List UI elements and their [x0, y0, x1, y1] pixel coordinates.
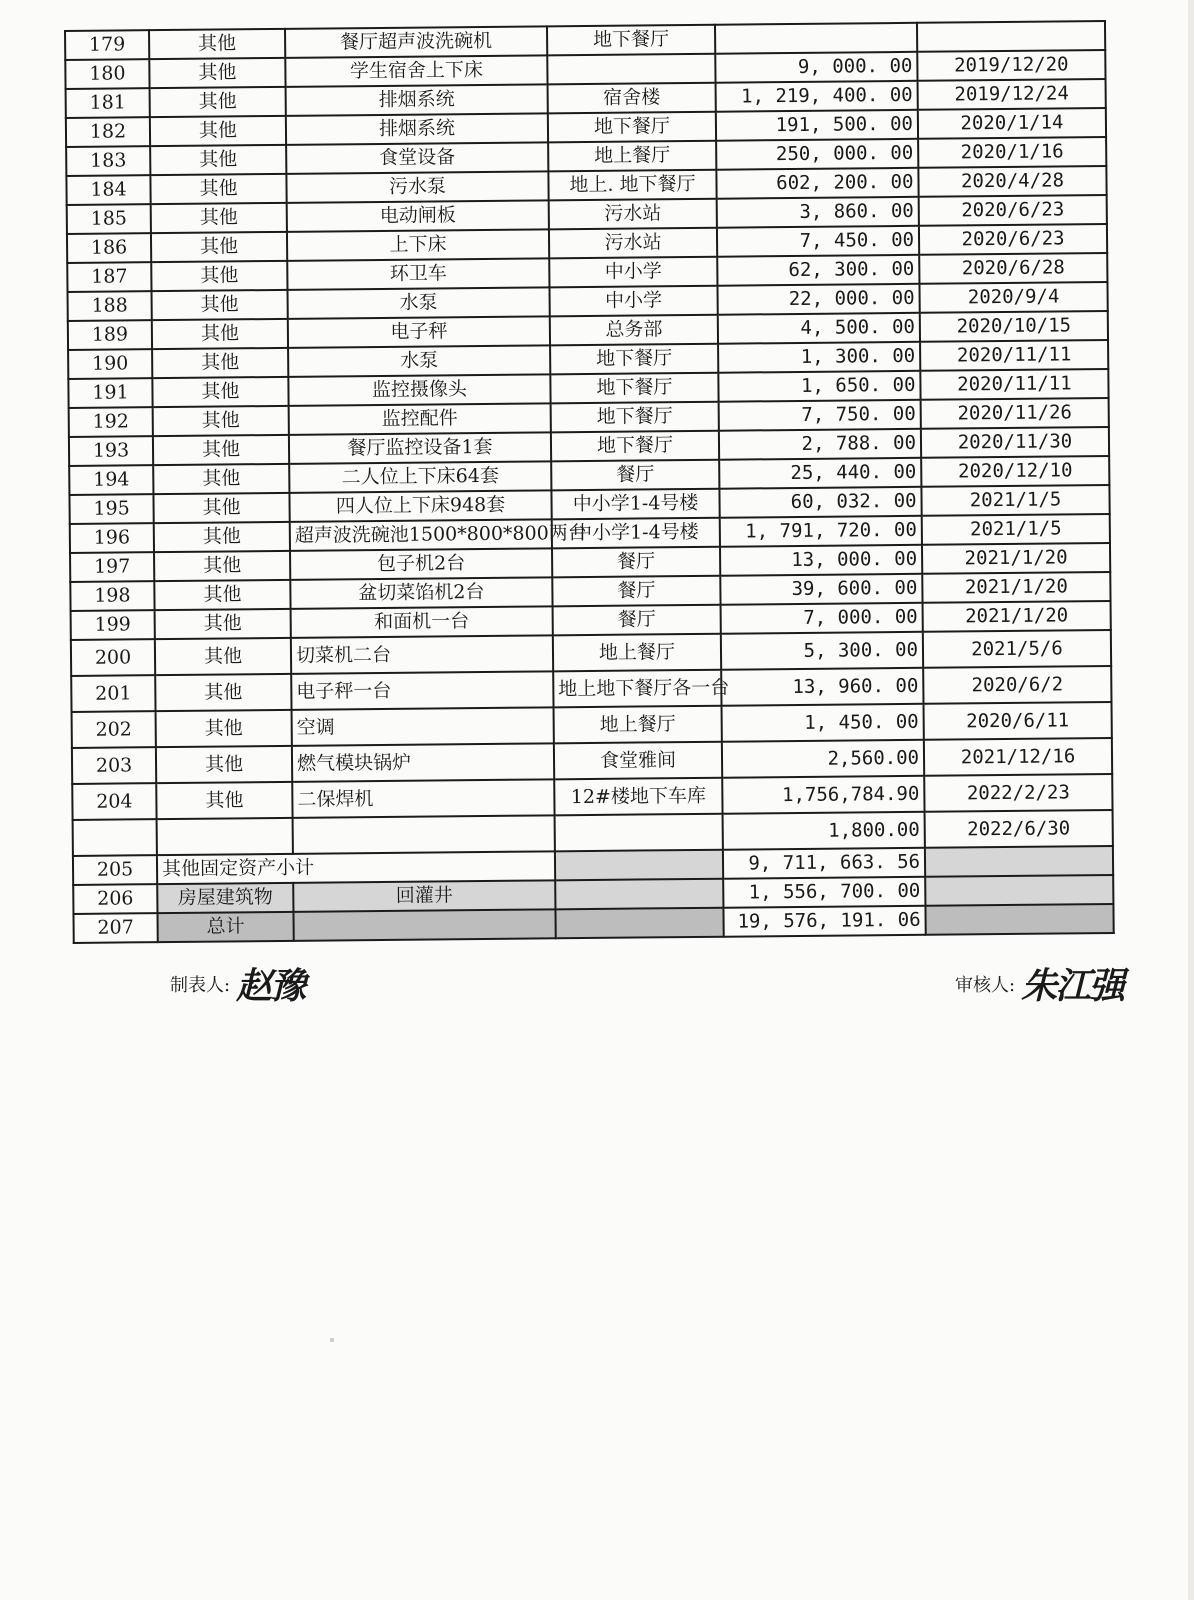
row-number: 186 — [67, 233, 151, 263]
building-location — [555, 879, 723, 910]
row-number: 179 — [65, 30, 149, 60]
row-location: 总务部 — [550, 315, 718, 346]
total-blank-2 — [555, 908, 723, 939]
row-date: 2021/5/6 — [923, 630, 1111, 668]
row-asset-name: 包子机2台 — [290, 548, 552, 580]
row-category: 其他 — [153, 493, 289, 523]
row-category: 其他 — [153, 435, 289, 465]
row-number: 184 — [66, 175, 150, 205]
row-location: 地上餐厅 — [548, 141, 716, 172]
preparer-signature — [170, 958, 304, 1009]
row-location: 餐厅 — [552, 576, 720, 607]
asset-ledger-sheet — [64, 20, 1113, 944]
row-asset-name: 二人位上下床64套 — [289, 461, 551, 493]
row-date: 2020/10/15 — [920, 311, 1108, 342]
row-asset-name: 二保焊机 — [292, 779, 554, 818]
row-number: 195 — [69, 494, 153, 524]
row-asset-name: 上下床 — [287, 229, 549, 261]
row-amount: 13, 960. 00 — [721, 668, 923, 706]
row-date: 2019/12/20 — [917, 50, 1105, 81]
row-date: 2020/6/23 — [919, 224, 1107, 255]
row-number: 181 — [66, 88, 150, 118]
row-location: 污水站 — [549, 228, 717, 259]
row-date: 2020/11/11 — [920, 340, 1108, 371]
row-number: 200 — [71, 639, 155, 676]
row-date: 2022/6/30 — [925, 810, 1113, 848]
row-category: 其他 — [156, 746, 292, 783]
row-location: 餐厅 — [551, 460, 719, 491]
row-amount: 2, 788. 00 — [719, 429, 921, 460]
row-amount: 9, 000. 00 — [715, 52, 917, 83]
row-date: 2020/6/2 — [923, 666, 1111, 704]
row-asset-name: 四人位上下床948套 — [289, 490, 551, 522]
building-number: 206 — [73, 884, 157, 914]
row-amount: 1,800.00 — [723, 812, 925, 850]
row-location: 地下餐厅 — [551, 431, 719, 462]
row-category: 其他 — [154, 580, 290, 610]
preparer-label: 制表人: — [170, 974, 231, 996]
row-date: 2020/1/16 — [918, 137, 1106, 168]
row-category: 其他 — [153, 406, 289, 436]
row-category: 其他 — [152, 319, 288, 349]
row-category: 其他 — [151, 261, 287, 291]
row-date: 2020/6/11 — [924, 702, 1112, 740]
row-number: 182 — [66, 117, 150, 147]
row-no — [73, 819, 157, 856]
row-location: 宿舍楼 — [548, 83, 716, 114]
row-date: 2022/2/23 — [924, 774, 1112, 812]
row-amount: 1, 791, 720. 00 — [720, 516, 922, 547]
row-amount: 1, 450. 00 — [722, 704, 924, 742]
row-date: 2020/11/30 — [921, 427, 1109, 458]
row-asset-name: 电动闸板 — [287, 200, 549, 232]
row-asset-name: 水泵 — [288, 345, 550, 377]
row-asset-name: 超声波洗碗池1500*800*800两台 — [290, 519, 552, 551]
row-number: 190 — [68, 349, 152, 379]
row-amount: 2,560.00 — [722, 740, 924, 778]
building-category: 房屋建筑物 — [157, 883, 293, 913]
row-number: 180 — [65, 59, 149, 89]
row-date — [917, 21, 1105, 52]
total-number: 207 — [73, 913, 157, 943]
building-amount: 1, 556, 700. 00 — [723, 877, 925, 908]
row-location: 污水站 — [549, 199, 717, 230]
row-amount: 7, 750. 00 — [719, 400, 921, 431]
row-asset-name: 环卫车 — [287, 258, 549, 290]
row-category: 其他 — [149, 29, 285, 59]
row-amount: 22, 000. 00 — [717, 284, 919, 315]
row-date: 2020/6/28 — [919, 253, 1107, 284]
row-asset-name: 切菜机二台 — [291, 635, 553, 674]
row-amount: 602, 200. 00 — [716, 168, 918, 199]
row-category: 其他 — [152, 290, 288, 320]
row-asset-name: 排烟系统 — [286, 113, 548, 145]
row-asset-name: 空调 — [292, 707, 554, 746]
row-category: 其他 — [149, 58, 285, 88]
row-location: 地下餐厅 — [550, 344, 718, 375]
row-amount: 1, 650. 00 — [718, 371, 920, 402]
row-location — [547, 54, 715, 85]
row-number: 196 — [70, 523, 154, 553]
row-date: 2020/11/11 — [920, 369, 1108, 400]
row-asset-name: 食堂设备 — [286, 142, 548, 174]
row-asset-name: 和面机一台 — [291, 606, 553, 638]
row-amount: 3, 860. 00 — [717, 197, 919, 228]
row-number: 191 — [68, 378, 152, 408]
row-category: 其他 — [150, 87, 286, 117]
row-date: 2021/1/20 — [923, 601, 1111, 632]
row-number: 199 — [71, 610, 155, 640]
row-location: 地下餐厅 — [547, 25, 715, 56]
row-amount: 13, 000. 00 — [720, 545, 922, 576]
row-number: 201 — [71, 675, 155, 712]
row-asset-name: 电子秤一台 — [291, 671, 553, 710]
row-category: 其他 — [152, 348, 288, 378]
row-amount: 7, 000. 00 — [721, 603, 923, 634]
total-label: 总计 — [157, 912, 293, 942]
row-location: 地上餐厅 — [554, 706, 722, 744]
row-date: 2021/1/5 — [922, 514, 1110, 545]
row-amount: 25, 440. 00 — [719, 458, 921, 489]
row-asset-name: 污水泵 — [286, 171, 548, 203]
row-location: 地上. 地下餐厅 — [548, 170, 716, 201]
row-date: 2021/12/16 — [924, 738, 1112, 776]
row-asset-name: 监控配件 — [289, 403, 551, 435]
row-number: 202 — [72, 711, 156, 748]
row-amount: 39, 600. 00 — [720, 574, 922, 605]
row-amount: 62, 300. 00 — [717, 255, 919, 286]
row-date: 2020/4/28 — [918, 166, 1106, 197]
row-amount: 4, 500. 00 — [718, 313, 920, 344]
row-category: 其他 — [155, 638, 291, 675]
row-asset-name: 水泵 — [288, 287, 550, 319]
subtotal-date-blank — [925, 846, 1113, 877]
row-number: 198 — [70, 581, 154, 611]
row-location: 中小学1-4号楼 — [552, 518, 720, 549]
row-number: 183 — [66, 146, 150, 176]
row-number: 193 — [69, 436, 153, 466]
row-number: 187 — [67, 262, 151, 292]
row-number: 203 — [72, 747, 156, 784]
row-asset-name: 排烟系统 — [286, 84, 548, 116]
row-number: 189 — [68, 320, 152, 350]
row-number: 185 — [67, 204, 151, 234]
row-asset-name: 燃气模块锅炉 — [292, 743, 554, 782]
row-location: 中小学1-4号楼 — [551, 489, 719, 520]
building-date — [925, 875, 1113, 906]
reviewer-name: 朱江强 — [1021, 965, 1124, 1007]
row-location: 餐厅 — [552, 547, 720, 578]
row-date: 2020/11/26 — [921, 398, 1109, 429]
preparer-name: 赵豫 — [236, 965, 305, 1007]
row-amount: 5, 300. 00 — [721, 632, 923, 670]
row-asset-name: 盆切菜馅机2台 — [290, 577, 552, 609]
subtotal-blank — [555, 850, 723, 881]
row-number: 204 — [72, 783, 156, 820]
row-asset-name: 电子秤 — [288, 316, 550, 348]
asset-ledger-table — [64, 20, 1115, 944]
row-category: 其他 — [155, 674, 291, 711]
row-location: 地下餐厅 — [548, 112, 716, 143]
row-asset-name: 监控摄像头 — [288, 374, 550, 406]
row-location: 12#楼地下车库 — [554, 778, 722, 816]
row-category: 其他 — [151, 232, 287, 262]
row-location: 地上餐厅 — [553, 634, 721, 672]
total-blank-3 — [925, 904, 1113, 935]
scan-edge-shadow — [1188, 0, 1194, 1600]
row-asset-name: 餐厅超声波洗碗机 — [285, 26, 547, 58]
row-number: 197 — [70, 552, 154, 582]
row-location: 地下餐厅 — [551, 402, 719, 433]
row-date: 2020/9/4 — [919, 282, 1107, 313]
row-asset-name: 学生宿舍上下床 — [285, 55, 547, 87]
row-location: 中小学 — [549, 286, 717, 317]
row-date: 2021/1/20 — [922, 572, 1110, 603]
row-category: 其他 — [156, 710, 292, 747]
subtotal-amount: 9, 711, 663. 56 — [723, 848, 925, 879]
reviewer-signature — [955, 958, 1123, 1009]
row-location: 中小学 — [549, 257, 717, 288]
row-category: 其他 — [150, 145, 286, 175]
building-asset-name: 回灌井 — [293, 880, 555, 912]
row-location: 食堂雅间 — [554, 742, 722, 780]
row-amount: 191, 500. 00 — [716, 110, 918, 141]
row-location: 餐厅 — [553, 605, 721, 636]
total-blank-1 — [293, 909, 555, 941]
row-amount: 7, 450. 00 — [717, 226, 919, 257]
scan-speck — [330, 1338, 334, 1342]
row-number: 194 — [69, 465, 153, 495]
row-amount: 1, 219, 400. 00 — [716, 81, 918, 112]
row-name — [293, 815, 555, 854]
row-date: 2020/1/14 — [918, 108, 1106, 139]
row-category: 其他 — [150, 116, 286, 146]
row-cat — [157, 818, 293, 855]
row-date: 2020/6/23 — [919, 195, 1107, 226]
row-category: 其他 — [150, 174, 286, 204]
row-category: 其他 — [155, 609, 291, 639]
row-category: 其他 — [156, 782, 292, 819]
row-category: 其他 — [153, 464, 289, 494]
row-loc — [555, 814, 723, 852]
row-location: 地上地下餐厅各一台 — [553, 670, 721, 708]
row-amount: 60, 032. 00 — [719, 487, 921, 518]
row-date: 2019/12/24 — [918, 79, 1106, 110]
row-category: 其他 — [152, 377, 288, 407]
row-amount: 250, 000. 00 — [716, 139, 918, 170]
subtotal-number: 205 — [73, 855, 157, 885]
row-location: 地下餐厅 — [550, 373, 718, 404]
row-amount: 1,756,784.90 — [722, 776, 924, 814]
row-amount — [715, 23, 917, 54]
row-category: 其他 — [151, 203, 287, 233]
row-amount: 1, 300. 00 — [718, 342, 920, 373]
row-date: 2020/12/10 — [921, 456, 1109, 487]
row-number: 192 — [69, 407, 153, 437]
row-category: 其他 — [154, 522, 290, 552]
row-date: 2021/1/5 — [921, 485, 1109, 516]
row-date: 2021/1/20 — [922, 543, 1110, 574]
row-category: 其他 — [154, 551, 290, 581]
subtotal-label: 其他固定资产小计 — [157, 851, 555, 884]
row-asset-name: 餐厅监控设备1套 — [289, 432, 551, 464]
reviewer-label: 审核人: — [955, 974, 1016, 996]
row-number: 188 — [68, 291, 152, 321]
total-amount: 19, 576, 191. 06 — [723, 906, 925, 937]
